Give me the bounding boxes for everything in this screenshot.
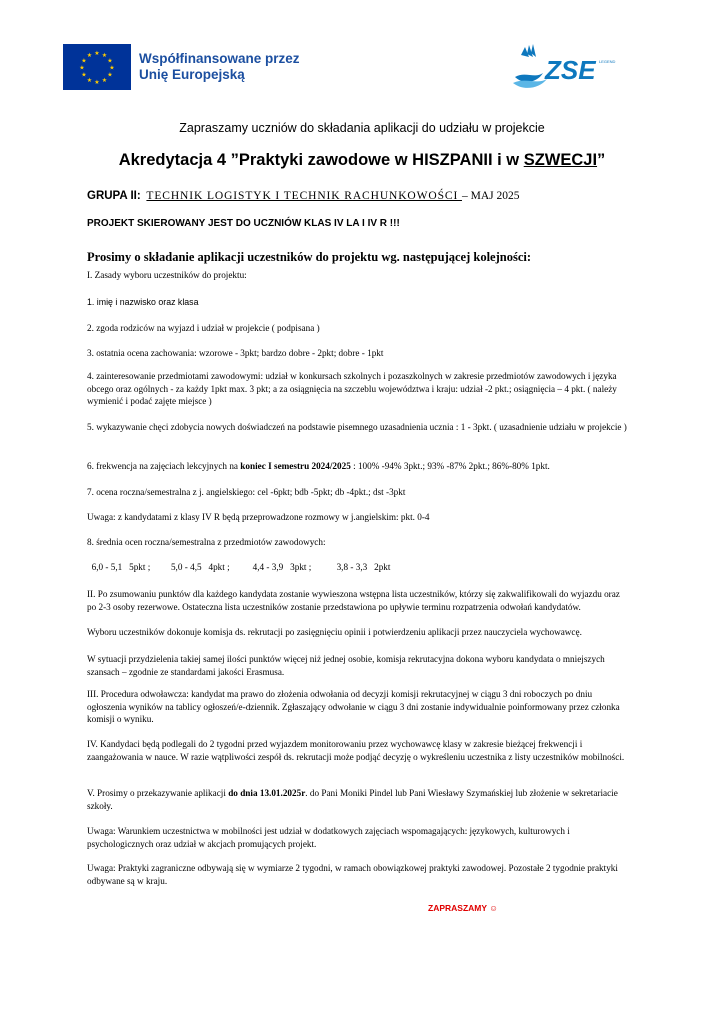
- paragraph-criterion-4: 4. zainteresowanie przedmiotami zawodowymi: udział w konkursach szkolnych i pozaszkolnych w zakresie przedmiotów zawodowych i języka obcego oraz ogólnych - za każdy 1pkt max. 3 pkt; a za osiągnięcia na szczeblu województwa i kraju: udział -2 pkt.; osiągnięcia – 4 pkt. ( należy wymienić i podać zajęte miejsce ): [87, 371, 617, 406]
- project-note: PROJEKT SKIEROWANY JEST DO UCZNIÓW KLAS IV LA I IV R !!!: [87, 218, 400, 229]
- eu-cofinancing-banner: [63, 44, 300, 90]
- logo-text: ZSE: [545, 55, 596, 85]
- paragraph-criterion-8: 8. średnia ocen roczna/semestralna z przedmiotów zawodowych:: [87, 537, 326, 547]
- paragraph-section-3: III. Procedura odwoławcza: kandydat ma prawo do złożenia odwołania od decyzji komisji rekrutacyjnej w ciągu 3 dni roboczych po dniu ogłoszenia wyników na tablicy ogłoszeń/e-dziennik. Zgłaszający odwołanie w ciągu 3 dni zostanie indywidualnie poinformowany przez członka komisji o wyniku.: [87, 689, 620, 724]
- page-title: [0, 151, 724, 170]
- group-line: [87, 190, 519, 202]
- criterion-6-post: : 100% -94% 3pkt.; 93% -87% 2pkt.; 86%-80% 1pkt.: [350, 461, 550, 471]
- paragraph-criterion-7: 7. ocena roczna/semestralna z j. angielskiego: cel -6pkt; bdb -5pkt; db -4pkt.; dst -3pkt: [87, 487, 406, 497]
- svg-text:★: ★: [86, 77, 93, 84]
- zse-logo: [507, 43, 623, 93]
- section-5-post: . do Pani Moniki Pindel lub Pani Wiesławy Szymańskiej lub złożenie w sekretariacie szkoły.: [87, 788, 618, 811]
- group-label: GRUPA II:: [87, 190, 141, 202]
- svg-text:★: ★: [86, 52, 93, 59]
- closing-invitation: ZAPRASZAMY ☺: [428, 903, 498, 913]
- paragraph-note-participation: Uwaga: Warunkiem uczestnictwa w mobilności jest udział w dodatkowych zajęciach wspomagających: językowych, kulturowych i psychologicznych oraz udział w akcjach promujących projekt.: [87, 826, 570, 849]
- paragraph-note-interview: Uwaga: z kandydatami z klasy IV R będą przeprowadzone rozmowy w j.angielskim: pkt. 0-4: [87, 512, 430, 522]
- svg-text:★: ★: [101, 52, 108, 59]
- paragraph-criterion-1: 1. imię i nazwisko oraz klasa: [87, 297, 199, 307]
- criterion-6-pre: 6. frekwencja na zajęciach lekcyjnych na: [87, 461, 241, 471]
- svg-text:★: ★: [101, 77, 108, 84]
- svg-text:★: ★: [107, 57, 113, 65]
- svg-text:★: ★: [81, 71, 87, 79]
- paragraph-rules-intro: I. Zasady wyboru uczestników do projektu:: [87, 270, 247, 280]
- paragraph-tie-rule: W sytuacji przydzielenia takiej samej ilości punktów więcej niż jednej osobie, komisja rekrutacyjna dokona wyboru kandydata o mniejszych szansach – zgodnie ze standardami jakości Erasmusa.: [87, 654, 605, 677]
- svg-text:★: ★: [94, 50, 100, 57]
- eu-text-line1: Współfinansowane przez: [139, 51, 300, 66]
- svg-text:★: ★: [107, 71, 113, 79]
- eu-text-line2: Unię Europejską: [139, 67, 245, 82]
- paragraph-criterion-6: [87, 460, 627, 473]
- eu-text: [139, 51, 300, 83]
- section-heading: Prosimy o składanie aplikacji uczestników do projektu wg. następującej kolejności:: [87, 250, 532, 264]
- paragraph-section-4: IV. Kandydaci będą podlegali do 2 tygodni przed wyjazdem monitorowaniu przez wychowawcę klasy w zakresie bieżącej frekwencji i zaangażowania w nauce. W razie wątpliwości zespół ds. rekrutacji może podjąć decyzję o wykreśleniu uczestnika z listy uczestników mobilności.: [87, 739, 625, 762]
- svg-text:★: ★: [94, 79, 100, 86]
- paragraph-selection: Wyboru uczestników dokonuje komisja ds. rekrutacji po zasięgnięciu opinii i potwierdzeniu aplikacji przez nauczyciela wychowawcę.: [87, 627, 582, 637]
- intro-text: Zapraszamy uczniów do składania aplikacji do udziału w projekcie: [179, 121, 545, 135]
- group-name: TECHNIK LOGISTYK I TECHNIK RACHUNKOWOŚCI: [146, 190, 462, 202]
- paragraph-grade-ranges: 6,0 - 5,1 5pkt ; 5,0 - 4,5 4pkt ; 4,4 - 3,9 3pkt ; 3,8 - 3,3 2pkt: [87, 562, 391, 572]
- section-5-bold: do dnia 13.01.2025r: [228, 788, 306, 798]
- paragraph-section-5: [87, 787, 627, 812]
- eu-flag-icon: [63, 44, 131, 90]
- criterion-6-bold: koniec I semestru 2024/2025: [240, 461, 351, 471]
- section-5-pre: V. Prosimy o przekazywanie aplikacji: [87, 788, 229, 798]
- logo-subtext: LEGEND: [599, 59, 616, 64]
- svg-text:★: ★: [109, 64, 115, 72]
- paragraph-criterion-5: 5. wykazywanie chęci zdobycia nowych doświadczeń na podstawie pisemnego uzasadnienia ucznia : 1 - 3pkt. ( uzasadnienie udziału w projekcie ): [87, 422, 627, 432]
- title-prefix: Akredytacja 4 ”Praktyki zawodowe w HISZPANII i w: [118, 151, 524, 169]
- group-date: – MAJ 2025: [461, 190, 520, 202]
- paragraph-criterion-3: 3. ostatnia ocena zachowania: wzorowe - 3pkt; bardzo dobre - 2pkt; dobre - 1pkt: [87, 348, 384, 358]
- svg-text:★: ★: [81, 57, 87, 65]
- title-underlined: SZWECJI: [523, 151, 598, 169]
- paragraph-criterion-2: 2. zgoda rodziców na wyjazd i udział w projekcie ( podpisana ): [87, 323, 320, 333]
- title-suffix: ”: [597, 151, 606, 169]
- paragraph-note-duration: Uwaga: Praktyki zagraniczne odbywają się w wymiarze 2 tygodni, w ramach obowiązkowej praktyki zawodowej. Pozostałe 2 tygodnie praktyki odbywane są w kraju.: [87, 863, 618, 886]
- svg-text:★: ★: [79, 64, 85, 72]
- paragraph-section-2: II. Po zsumowaniu punktów dla każdego kandydata zostanie wywieszona wstępna lista uczestników, którzy się zakwalifikowali do wyjazdu oraz po 2-3 osoby rezerwowe. Ostateczna lista uczestników zostanie przedstawiona po upływie terminu rozpatrzenia odwołań kandydatów.: [87, 589, 620, 612]
